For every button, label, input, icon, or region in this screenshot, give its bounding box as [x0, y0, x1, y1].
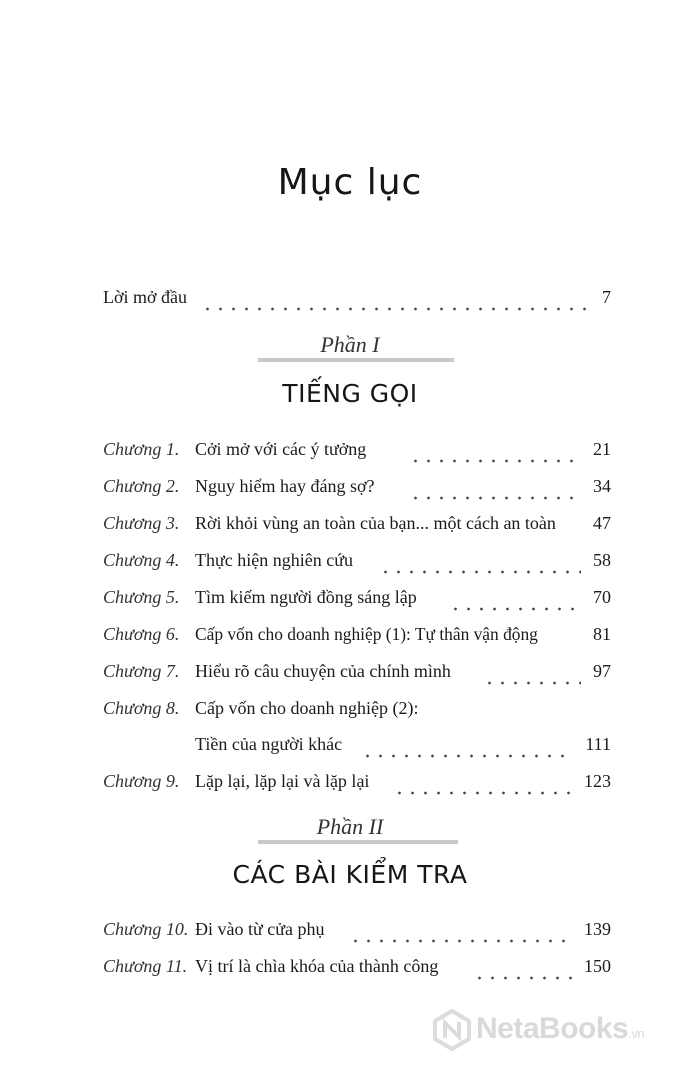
toc-entry[interactable] — [103, 471, 611, 505]
toc-entry[interactable] — [103, 508, 611, 542]
toc-page-number: 34 — [593, 476, 611, 496]
watermark — [430, 1006, 690, 1054]
toc-entry-intro[interactable] — [103, 282, 611, 316]
watermark-text: NetaBooks — [476, 1012, 629, 1045]
leader-dots — [449, 605, 581, 613]
toc-page-number: 7 — [602, 287, 611, 307]
chapter-number: Chương 7. — [103, 661, 180, 681]
chapter-number: Chương 3. — [103, 513, 180, 533]
chapter-number: Chương 6. — [103, 624, 180, 644]
chapter-number: Chương 1. — [103, 439, 180, 459]
chapter-title: Hiểu rõ câu chuyện của chính mình — [195, 661, 451, 681]
chapter-title: Cấp vốn cho doanh nghiệp (1): Tự thân vận động — [195, 624, 538, 644]
leader-dots — [361, 752, 573, 760]
toc-page-number: 58 — [593, 550, 611, 570]
part-heading: CÁC BÀI KIỂM TRA — [232, 860, 468, 889]
chapter-number: Chương 10. — [103, 919, 189, 939]
chapter-number: Chương 9. — [103, 771, 180, 791]
leader-dots — [409, 494, 581, 502]
leader-dots — [201, 305, 595, 313]
chapter-title-continued: Tiền của người khác — [195, 734, 343, 754]
toc-page-number: 139 — [584, 919, 611, 939]
chapter-number: Chương 11. — [103, 956, 188, 976]
part-heading: TIẾNG GỌI — [282, 379, 418, 408]
part-divider — [258, 358, 454, 362]
leader-dots — [349, 937, 573, 945]
toc-entry[interactable] — [103, 434, 611, 468]
part-label: Phần I — [320, 332, 380, 357]
chapter-title: Đi vào từ cửa phụ — [195, 919, 325, 939]
toc-page-number: 111 — [585, 734, 611, 754]
chapter-number: Chương 2. — [103, 476, 180, 496]
chapter-title: Thực hiện nghiên cứu — [195, 550, 353, 570]
chapter-title: Vị trí là chìa khóa của thành công — [195, 956, 439, 976]
chapter-number: Chương 8. — [103, 698, 180, 718]
netabooks-logo-icon — [430, 1008, 474, 1052]
toc-entry[interactable] — [103, 693, 611, 763]
toc-page-number: 97 — [593, 661, 611, 681]
toc-page-number: 150 — [584, 956, 611, 976]
leader-dots — [473, 974, 573, 982]
toc-entry[interactable] — [103, 582, 611, 616]
toc-page-number: 81 — [593, 624, 611, 644]
toc-entry[interactable] — [103, 545, 611, 579]
watermark-brand — [476, 1012, 644, 1046]
toc-entry[interactable] — [103, 766, 611, 800]
leader-dots — [409, 457, 581, 465]
part-divider — [258, 840, 458, 844]
chapter-number: Chương 5. — [103, 587, 180, 607]
chapter-title: Cấp vốn cho doanh nghiệp (2): — [195, 698, 419, 718]
chapter-title: Lặp lại, lặp lại và lặp lại — [195, 771, 370, 791]
chapter-title: Cởi mở với các ý tưởng — [195, 439, 367, 459]
chapter-title: Rời khỏi vùng an toàn của bạn... một cách an toàn — [195, 513, 556, 533]
chapter-title: Nguy hiểm hay đáng sợ? — [195, 476, 375, 496]
chapter-number: Chương 4. — [103, 550, 180, 570]
watermark-suffix: .vn — [628, 1026, 645, 1041]
toc-page-number: 123 — [584, 771, 611, 791]
toc-entry-label: Lời mở đầu — [103, 287, 188, 307]
chapter-title: Tìm kiếm người đồng sáng lập — [195, 587, 417, 607]
toc-entry[interactable] — [103, 656, 611, 690]
toc-entry[interactable] — [103, 619, 611, 653]
toc-entry[interactable] — [103, 951, 611, 985]
toc-entry[interactable] — [103, 914, 611, 948]
page-title: Mục lục — [277, 162, 423, 203]
leader-dots — [483, 679, 581, 687]
part-label: Phần II — [316, 814, 384, 839]
toc-page-number: 70 — [593, 587, 611, 607]
leader-dots — [379, 568, 581, 576]
toc-page-number: 47 — [593, 513, 611, 533]
leader-dots — [393, 789, 573, 797]
toc-page-number: 21 — [593, 439, 611, 459]
